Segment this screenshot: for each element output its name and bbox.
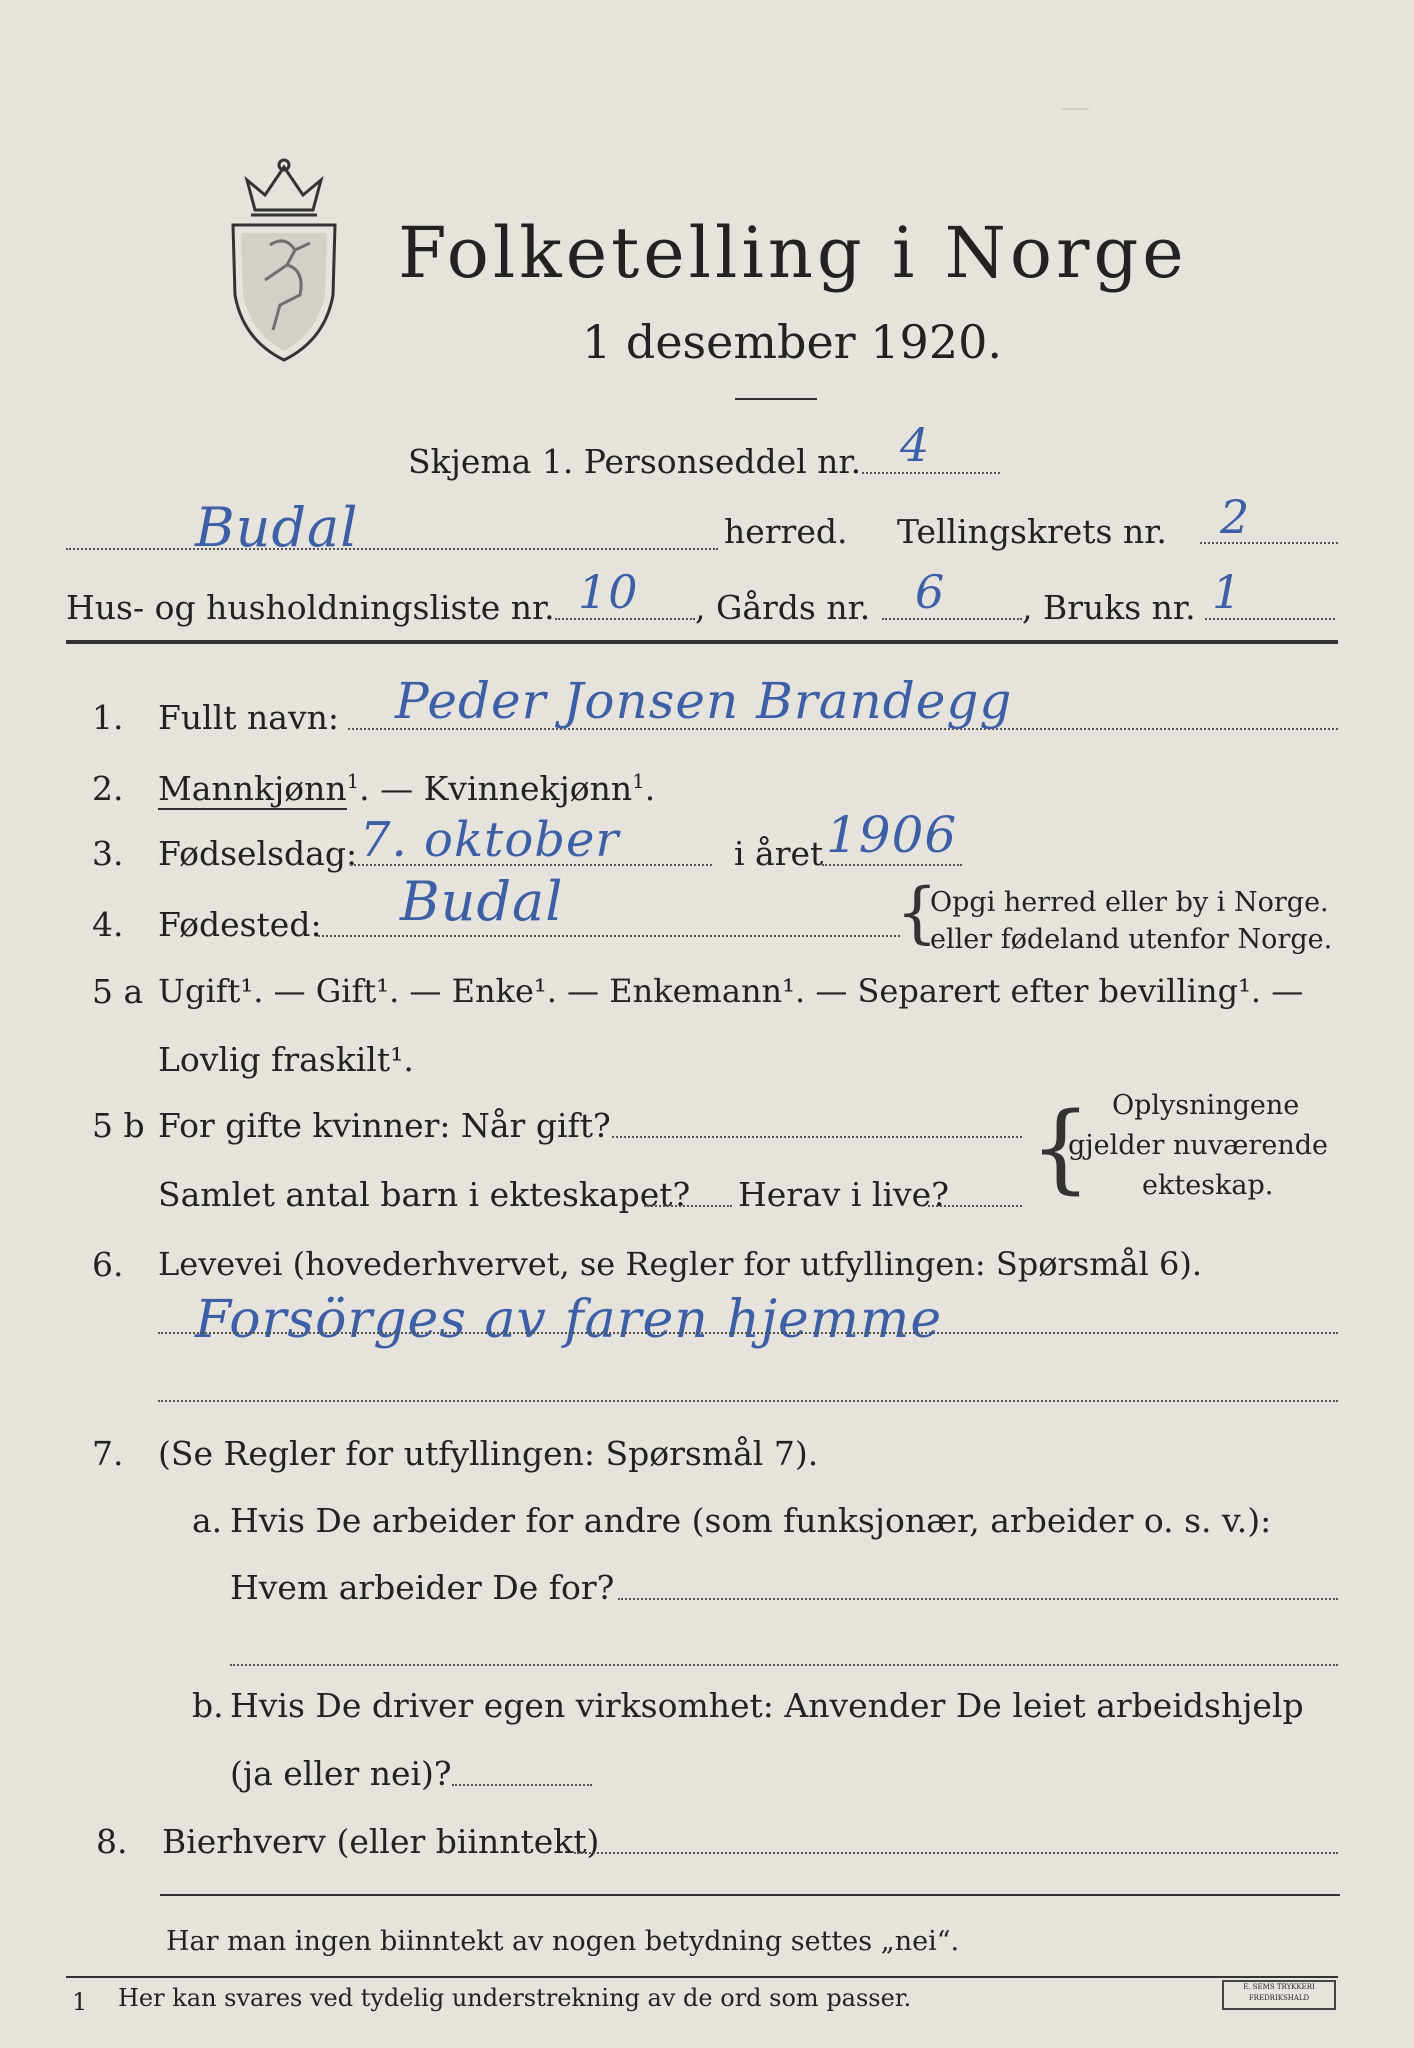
coat-of-arms-icon: [225, 155, 343, 365]
skjema-dots: [862, 472, 1000, 474]
q4-label: Fødested:: [158, 905, 322, 944]
q5b-note-1: Oplysningene: [1112, 1090, 1300, 1121]
married-when-dots[interactable]: [612, 1136, 1022, 1138]
q8-number: 8.: [96, 1822, 128, 1861]
tellingskrets-label: Tellingskrets nr.: [897, 512, 1167, 551]
q5b-children-total: Samlet antal barn i ekteskapet?: [158, 1175, 691, 1214]
birth-year-value[interactable]: 1906: [826, 806, 958, 864]
page-title: Folketelling i Norge: [398, 212, 1188, 294]
skjema-label: Skjema 1. Personseddel nr.: [408, 442, 862, 481]
tellingskrets-value[interactable]: 2: [1220, 490, 1251, 544]
q2-options: Mannkjønn$^1$. — Kvinnekjønn$^1$.: [158, 769, 656, 808]
children-alive-dots[interactable]: [928, 1205, 1022, 1207]
bruks-label: , Bruks nr.: [1022, 588, 1196, 627]
header-rule: [66, 640, 1338, 644]
q1-number: 1.: [92, 698, 124, 737]
q3-number: 3.: [92, 834, 124, 873]
q4-note-2: eller fødeland utenfor Norge.: [930, 924, 1333, 955]
q4-note-1: Opgi herred eller by i Norge.: [930, 887, 1329, 918]
q2-number: 2.: [92, 769, 124, 808]
printer-stamp: E. SEMS TRYKKERI FREDRIKSHALD: [1222, 1980, 1336, 2010]
marital-status-options[interactable]: Ugift¹. — Gift¹. — Enke¹. — Enkemann¹. — Separert efter bevilling¹. —: [158, 972, 1304, 1010]
bottom-rule: [160, 1894, 1340, 1896]
q7b-number: b.: [192, 1686, 224, 1725]
marital-status-divorced[interactable]: Lovlig fraskilt¹.: [158, 1040, 414, 1079]
employer-dots-2[interactable]: [230, 1664, 1338, 1666]
q4-dots: [318, 935, 900, 937]
q4-brace: {: [896, 874, 938, 951]
footnote-rule: [66, 1976, 1338, 1978]
q5b-married-when: For gifte kvinner: Når gift?: [158, 1106, 611, 1145]
employer-dots[interactable]: [618, 1598, 1338, 1600]
q7b-yes-no-label: (ja eller nei)?: [230, 1754, 452, 1793]
q7-number: 7.: [92, 1434, 124, 1473]
footnote-mark: 1: [72, 1988, 88, 2016]
bruks-value[interactable]: 1: [1212, 565, 1243, 619]
q7b-question: Hvis De driver egen virksomhet: Anvender De leiet arbeidshjelp: [230, 1686, 1304, 1725]
herred-label: herred.: [724, 512, 848, 551]
q7a-employer-label: Hvem arbeider De for?: [230, 1568, 615, 1607]
gards-label: , Gårds nr.: [695, 588, 871, 627]
title-divider: [735, 398, 817, 400]
female-option[interactable]: Kvinnekjønn: [423, 769, 633, 808]
q5b-number: 5 b: [92, 1106, 145, 1145]
q6-number: 6.: [92, 1245, 124, 1284]
q3-label: Fødselsdag:: [158, 834, 358, 873]
bleed-through-text: —: [1060, 90, 1090, 125]
full-name-value[interactable]: Peder Jonsen Brandegg: [395, 672, 1013, 730]
birthday-value[interactable]: 7. oktober: [360, 812, 620, 868]
hus-value[interactable]: 10: [578, 565, 639, 619]
q2-separator: —: [380, 769, 414, 808]
male-option[interactable]: Mannkjønn: [158, 769, 347, 808]
yes-no-dots[interactable]: [452, 1784, 592, 1786]
q8-label: Bierhverv (eller biinntekt): [162, 1822, 600, 1861]
q5b-note-2: gjelder nuværende: [1068, 1130, 1328, 1161]
q5a-number: 5 a: [92, 972, 144, 1011]
q5b-note-3: ekteskap.: [1142, 1170, 1274, 1201]
personseddel-number[interactable]: 4: [900, 418, 931, 472]
birthplace-value[interactable]: Budal: [400, 870, 564, 933]
q4-number: 4.: [92, 905, 124, 944]
gards-value[interactable]: 6: [915, 565, 946, 619]
occupation-value[interactable]: Forsörges av faren hjemme: [195, 1290, 943, 1350]
q6-dots-2: [158, 1400, 1338, 1402]
census-date: 1 desember 1920.: [582, 315, 1002, 369]
footnote-text: Her kan svares ved tydelig understrekning av de ord som passer.: [118, 1984, 912, 2012]
gards-dots: [882, 618, 1022, 620]
q5b-brace: {: [1030, 1092, 1092, 1204]
herred-dots: [66, 548, 718, 550]
q7a-question: Hvis De arbeider for andre (som funksjonær, arbeider o. s. v.):: [230, 1501, 1272, 1540]
q7a-number: a.: [192, 1501, 223, 1540]
year-label: i året: [734, 834, 824, 873]
q5b-children-alive: Herav i live?: [738, 1175, 949, 1214]
children-total-dots[interactable]: [644, 1205, 732, 1207]
q6-dots-1: [158, 1332, 1338, 1334]
q7-label: (Se Regler for utfyllingen: Spørsmål 7).: [158, 1434, 819, 1473]
q6-label: Levevei (hovederhvervet, se Regler for utfyllingen: Spørsmål 6).: [158, 1245, 1203, 1283]
q1-label: Fullt navn:: [158, 698, 339, 737]
nei-note: Har man ingen biinntekt av nogen betydning settes „nei“.: [166, 1926, 960, 1957]
year-dots: [822, 864, 962, 866]
herred-value[interactable]: Budal: [195, 496, 359, 559]
hus-label: Hus- og husholdningsliste nr.: [66, 588, 555, 627]
side-income-dots[interactable]: [574, 1852, 1338, 1854]
